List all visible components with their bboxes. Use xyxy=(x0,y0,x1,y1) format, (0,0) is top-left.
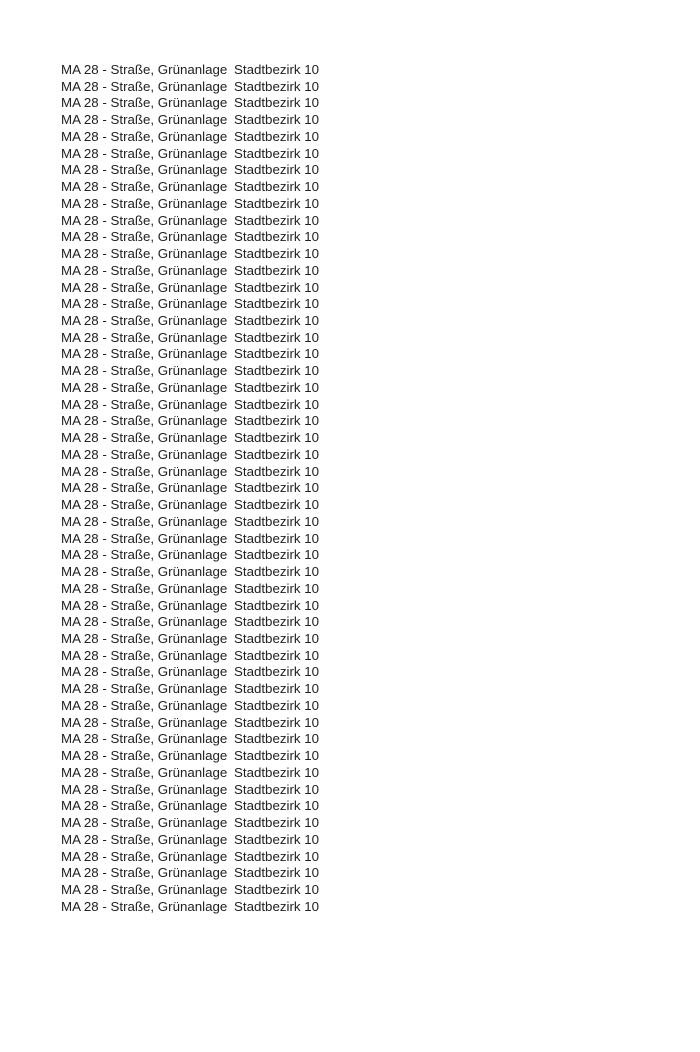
cell-organization: MA 28 - Straße, Grünanlage xyxy=(61,128,228,144)
cell-organization: MA 28 - Straße, Grünanlage xyxy=(61,396,228,412)
cell-organization: MA 28 - Straße, Grünanlage xyxy=(61,681,228,697)
table-row xyxy=(61,731,319,748)
cell-organization: MA 28 - Straße, Grünanlage xyxy=(61,547,228,563)
cell-district: Stadtbezirk 10 xyxy=(234,580,320,596)
table-row xyxy=(61,280,319,297)
table-row xyxy=(61,564,319,581)
table-row xyxy=(61,296,319,313)
table-row xyxy=(61,882,319,899)
cell-district: Stadtbezirk 10 xyxy=(234,246,320,262)
cell-district: Stadtbezirk 10 xyxy=(234,881,320,897)
table-row xyxy=(61,380,319,397)
table-row xyxy=(61,765,319,782)
cell-district: Stadtbezirk 10 xyxy=(234,681,320,697)
table-row xyxy=(61,95,319,112)
cell-organization: MA 28 - Straße, Grünanlage xyxy=(61,379,228,395)
page xyxy=(0,62,700,1052)
cell-organization: MA 28 - Straße, Grünanlage xyxy=(61,898,228,914)
cell-district: Stadtbezirk 10 xyxy=(234,296,320,312)
cell-organization: MA 28 - Straße, Grünanlage xyxy=(61,195,228,211)
table-row xyxy=(61,464,319,481)
cell-organization: MA 28 - Straße, Grünanlage xyxy=(61,296,228,312)
table-row xyxy=(61,313,319,330)
cell-district: Stadtbezirk 10 xyxy=(234,848,320,864)
cell-organization: MA 28 - Straße, Grünanlage xyxy=(61,513,228,529)
cell-district: Stadtbezirk 10 xyxy=(234,815,320,831)
cell-district: Stadtbezirk 10 xyxy=(234,463,320,479)
cell-district: Stadtbezirk 10 xyxy=(234,697,320,713)
cell-district: Stadtbezirk 10 xyxy=(234,162,320,178)
cell-organization: MA 28 - Straße, Grünanlage xyxy=(61,246,228,262)
cell-district: Stadtbezirk 10 xyxy=(234,597,320,613)
table-row xyxy=(61,497,319,514)
cell-district: Stadtbezirk 10 xyxy=(234,329,320,345)
cell-organization: MA 28 - Straße, Grünanlage xyxy=(61,62,228,77)
table-row xyxy=(61,447,319,464)
table-row xyxy=(61,430,319,447)
cell-district: Stadtbezirk 10 xyxy=(234,313,320,329)
cell-organization: MA 28 - Straße, Grünanlage xyxy=(61,162,228,178)
cell-organization: MA 28 - Straße, Grünanlage xyxy=(61,781,228,797)
cell-district: Stadtbezirk 10 xyxy=(234,413,320,429)
cell-organization: MA 28 - Straße, Grünanlage xyxy=(61,346,228,362)
cell-district: Stadtbezirk 10 xyxy=(234,95,320,111)
cell-organization: MA 28 - Straße, Grünanlage xyxy=(61,262,228,278)
table-row xyxy=(61,614,319,631)
cell-district: Stadtbezirk 10 xyxy=(234,614,320,630)
cell-district: Stadtbezirk 10 xyxy=(234,346,320,362)
table-row xyxy=(61,531,319,548)
cell-district: Stadtbezirk 10 xyxy=(234,497,320,513)
cell-district: Stadtbezirk 10 xyxy=(234,748,320,764)
cell-district: Stadtbezirk 10 xyxy=(234,212,320,228)
table-row xyxy=(61,397,319,414)
cell-organization: MA 28 - Straße, Grünanlage xyxy=(61,463,228,479)
cell-organization: MA 28 - Straße, Grünanlage xyxy=(61,95,228,111)
cell-district: Stadtbezirk 10 xyxy=(234,62,320,77)
cell-organization: MA 28 - Straße, Grünanlage xyxy=(61,597,228,613)
cell-organization: MA 28 - Straße, Grünanlage xyxy=(61,112,228,128)
cell-organization: MA 28 - Straße, Grünanlage xyxy=(61,731,228,747)
cell-district: Stadtbezirk 10 xyxy=(234,798,320,814)
table-row xyxy=(61,815,319,832)
table-row xyxy=(61,899,319,916)
cell-organization: MA 28 - Straße, Grünanlage xyxy=(61,630,228,646)
data-table xyxy=(61,62,319,915)
cell-organization: MA 28 - Straße, Grünanlage xyxy=(61,798,228,814)
cell-district: Stadtbezirk 10 xyxy=(234,179,320,195)
cell-district: Stadtbezirk 10 xyxy=(234,831,320,847)
cell-organization: MA 28 - Straße, Grünanlage xyxy=(61,430,228,446)
cell-district: Stadtbezirk 10 xyxy=(234,731,320,747)
cell-organization: MA 28 - Straße, Grünanlage xyxy=(61,614,228,630)
cell-district: Stadtbezirk 10 xyxy=(234,647,320,663)
cell-organization: MA 28 - Straße, Grünanlage xyxy=(61,848,228,864)
table-row xyxy=(61,849,319,866)
cell-organization: MA 28 - Straße, Grünanlage xyxy=(61,647,228,663)
table-row xyxy=(61,196,319,213)
cell-organization: MA 28 - Straße, Grünanlage xyxy=(61,179,228,195)
cell-district: Stadtbezirk 10 xyxy=(234,530,320,546)
table-row xyxy=(61,62,319,79)
table-row xyxy=(61,681,319,698)
table-row xyxy=(61,146,319,163)
table-row xyxy=(61,514,319,531)
table-row xyxy=(61,346,319,363)
cell-organization: MA 28 - Straße, Grünanlage xyxy=(61,530,228,546)
cell-organization: MA 28 - Straße, Grünanlage xyxy=(61,697,228,713)
cell-district: Stadtbezirk 10 xyxy=(234,865,320,881)
cell-organization: MA 28 - Straße, Grünanlage xyxy=(61,497,228,513)
cell-organization: MA 28 - Straße, Grünanlage xyxy=(61,815,228,831)
cell-district: Stadtbezirk 10 xyxy=(234,714,320,730)
cell-organization: MA 28 - Straße, Grünanlage xyxy=(61,764,228,780)
table-row xyxy=(61,162,319,179)
cell-organization: MA 28 - Straße, Grünanlage xyxy=(61,714,228,730)
table-row xyxy=(61,330,319,347)
table-row xyxy=(61,480,319,497)
table-row xyxy=(61,413,319,430)
cell-organization: MA 28 - Straße, Grünanlage xyxy=(61,748,228,764)
table-row xyxy=(61,112,319,129)
cell-organization: MA 28 - Straße, Grünanlage xyxy=(61,664,228,680)
table-row xyxy=(61,832,319,849)
cell-district: Stadtbezirk 10 xyxy=(234,396,320,412)
table-row xyxy=(61,129,319,146)
cell-organization: MA 28 - Straße, Grünanlage xyxy=(61,580,228,596)
table-row xyxy=(61,363,319,380)
table-row xyxy=(61,698,319,715)
table-row xyxy=(61,865,319,882)
cell-organization: MA 28 - Straße, Grünanlage xyxy=(61,480,228,496)
cell-district: Stadtbezirk 10 xyxy=(234,764,320,780)
cell-district: Stadtbezirk 10 xyxy=(234,446,320,462)
cell-district: Stadtbezirk 10 xyxy=(234,781,320,797)
table-row xyxy=(61,648,319,665)
cell-district: Stadtbezirk 10 xyxy=(234,430,320,446)
cell-organization: MA 28 - Straße, Grünanlage xyxy=(61,413,228,429)
cell-district: Stadtbezirk 10 xyxy=(234,564,320,580)
table-row xyxy=(61,547,319,564)
cell-organization: MA 28 - Straße, Grünanlage xyxy=(61,145,228,161)
cell-district: Stadtbezirk 10 xyxy=(234,898,320,914)
cell-organization: MA 28 - Straße, Grünanlage xyxy=(61,313,228,329)
cell-organization: MA 28 - Straße, Grünanlage xyxy=(61,831,228,847)
table-row xyxy=(61,79,319,96)
cell-district: Stadtbezirk 10 xyxy=(234,195,320,211)
cell-district: Stadtbezirk 10 xyxy=(234,78,320,94)
cell-district: Stadtbezirk 10 xyxy=(234,229,320,245)
cell-district: Stadtbezirk 10 xyxy=(234,630,320,646)
table-row xyxy=(61,581,319,598)
cell-district: Stadtbezirk 10 xyxy=(234,112,320,128)
cell-organization: MA 28 - Straße, Grünanlage xyxy=(61,881,228,897)
cell-organization: MA 28 - Straße, Grünanlage xyxy=(61,78,228,94)
data-table-body xyxy=(61,62,319,915)
table-row xyxy=(61,179,319,196)
cell-organization: MA 28 - Straße, Grünanlage xyxy=(61,279,228,295)
table-row xyxy=(61,664,319,681)
table-row xyxy=(61,229,319,246)
cell-district: Stadtbezirk 10 xyxy=(234,480,320,496)
table-row xyxy=(61,263,319,280)
cell-organization: MA 28 - Straße, Grünanlage xyxy=(61,229,228,245)
table-row xyxy=(61,715,319,732)
cell-district: Stadtbezirk 10 xyxy=(234,513,320,529)
table-row xyxy=(61,598,319,615)
cell-organization: MA 28 - Straße, Grünanlage xyxy=(61,865,228,881)
table-row xyxy=(61,782,319,799)
table-row xyxy=(61,748,319,765)
table-row xyxy=(61,246,319,263)
cell-district: Stadtbezirk 10 xyxy=(234,145,320,161)
cell-district: Stadtbezirk 10 xyxy=(234,379,320,395)
cell-district: Stadtbezirk 10 xyxy=(234,547,320,563)
cell-organization: MA 28 - Straße, Grünanlage xyxy=(61,564,228,580)
cell-organization: MA 28 - Straße, Grünanlage xyxy=(61,212,228,228)
cell-district: Stadtbezirk 10 xyxy=(234,363,320,379)
table-row xyxy=(61,798,319,815)
cell-district: Stadtbezirk 10 xyxy=(234,279,320,295)
cell-district: Stadtbezirk 10 xyxy=(234,262,320,278)
cell-organization: MA 28 - Straße, Grünanlage xyxy=(61,446,228,462)
cell-organization: MA 28 - Straße, Grünanlage xyxy=(61,329,228,345)
cell-district: Stadtbezirk 10 xyxy=(234,128,320,144)
table-row xyxy=(61,213,319,230)
cell-district: Stadtbezirk 10 xyxy=(234,664,320,680)
cell-organization: MA 28 - Straße, Grünanlage xyxy=(61,363,228,379)
table-row xyxy=(61,631,319,648)
